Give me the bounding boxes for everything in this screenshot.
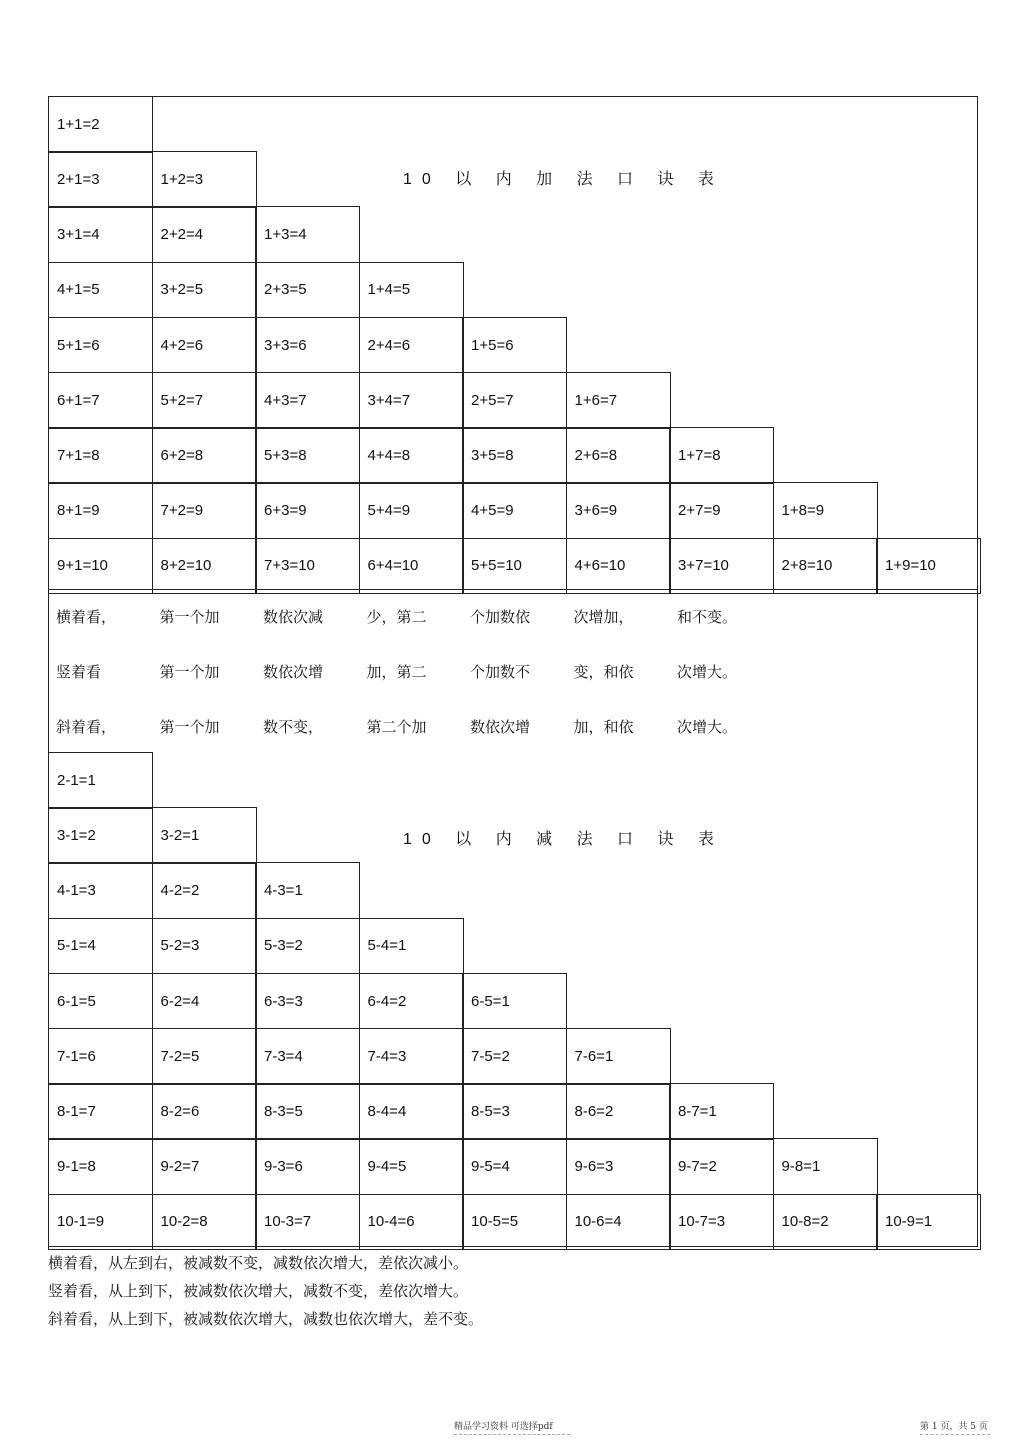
addition-note-fragment: 加，第二 [366,663,427,681]
addition-cell: 6+3=9 [255,482,360,539]
addition-cell: 1+4=5 [359,262,464,319]
addition-note-fragment: 次增大。 [677,718,738,736]
subtraction-cell: 8-5=3 [462,1083,567,1140]
addition-cell: 2+8=10 [773,538,878,595]
subtraction-cell: 8-3=5 [255,1083,360,1140]
addition-cell: 1+2=3 [152,151,257,208]
addition-cell: 4+5=9 [462,482,567,539]
addition-cell: 7+2=9 [152,482,257,539]
subtraction-cell: 9-8=1 [773,1138,878,1195]
subtraction-cell: 7-3=4 [255,1028,360,1085]
subtraction-cell: 8-7=1 [669,1083,774,1140]
addition-note-fragment: 次增大。 [677,663,738,681]
subtraction-cell: 6-4=2 [359,973,464,1030]
addition-cell: 3+3=6 [255,317,360,374]
footer-center-divider [454,1434,570,1435]
addition-cell: 1+1=2 [48,96,153,153]
addition-cell: 5+3=8 [255,427,360,484]
addition-cell: 2+2=4 [152,206,257,263]
subtraction-cell: 3-1=2 [48,807,153,864]
footer-right-divider [920,1434,990,1435]
subtraction-note-3: 斜着看，从上到下，被减数依次增大，减数也依次增大，差不变。 [48,1310,484,1328]
addition-cell: 1+7=8 [669,427,774,484]
subtraction-cell: 8-6=2 [566,1083,671,1140]
subtraction-cell: 6-5=1 [462,973,567,1030]
addition-note-fragment: 加，和依 [573,718,634,736]
addition-note-fragment: 横着看， [56,608,117,626]
subtraction-cell: 6-3=3 [255,973,360,1030]
subtraction-cell: 10-3=7 [255,1194,360,1251]
addition-note-fragment: 和不变。 [677,608,738,626]
addition-note-fragment: 个加数不 [470,663,531,681]
addition-cell: 9+1=10 [48,538,153,595]
subtraction-cell: 7-1=6 [48,1028,153,1085]
subtraction-note-1: 横着看，从左到右，被减数不变，减数依次增大，差依次减小。 [48,1254,469,1272]
subtraction-note-2: 竖着看，从上到下，被减数依次增大，减数不变，差依次增大。 [48,1282,469,1300]
addition-cell: 6+4=10 [359,538,464,595]
subtraction-cell: 5-4=1 [359,918,464,975]
subtraction-cell: 5-3=2 [255,918,360,975]
footer-center-text: 精品学习资料 可选择pdf [454,1422,553,1432]
addition-note-fragment: 次增加， [573,608,634,626]
addition-cell: 5+1=6 [48,317,153,374]
subtraction-cell: 8-2=6 [152,1083,257,1140]
addition-note-fragment: 少，第二 [366,608,427,626]
addition-table-title: 10 以 内 加 法 口 诀 表 [403,171,724,188]
addition-note-fragment: 第一个加 [159,663,220,681]
subtraction-cell: 5-1=4 [48,918,153,975]
subtraction-cell: 8-4=4 [359,1083,464,1140]
addition-cell: 2+1=3 [48,151,153,208]
subtraction-cell: 7-5=2 [462,1028,567,1085]
addition-cell: 4+4=8 [359,427,464,484]
addition-cell: 7+3=10 [255,538,360,595]
addition-cell: 3+5=8 [462,427,567,484]
subtraction-cell: 9-6=3 [566,1138,671,1195]
subtraction-cell: 9-1=8 [48,1138,153,1195]
addition-cell: 5+5=10 [462,538,567,595]
addition-cell: 1+6=7 [566,372,671,429]
addition-cell: 2+5=7 [462,372,567,429]
addition-cell: 2+7=9 [669,482,774,539]
subtraction-cell: 9-4=5 [359,1138,464,1195]
subtraction-cell: 10-6=4 [566,1194,671,1251]
subtraction-cell: 9-3=6 [255,1138,360,1195]
addition-cell: 3+6=9 [566,482,671,539]
subtraction-cell: 10-1=9 [48,1194,153,1251]
addition-cell: 4+6=10 [566,538,671,595]
subtraction-cell: 8-1=7 [48,1083,153,1140]
subtraction-cell: 4-3=1 [255,862,360,919]
subtraction-cell: 10-2=8 [152,1194,257,1251]
subtraction-cell: 9-2=7 [152,1138,257,1195]
addition-note-fragment: 第一个加 [159,718,220,736]
addition-cell: 3+7=10 [669,538,774,595]
addition-cell: 6+2=8 [152,427,257,484]
subtraction-cell: 7-6=1 [566,1028,671,1085]
subtraction-cell: 10-7=3 [669,1194,774,1251]
subtraction-cell: 2-1=1 [48,752,153,809]
subtraction-cell: 9-7=2 [669,1138,774,1195]
addition-cell: 8+1=9 [48,482,153,539]
addition-cell: 5+2=7 [152,372,257,429]
addition-cell: 4+2=6 [152,317,257,374]
subtraction-cell: 10-8=2 [773,1194,878,1251]
subtraction-cell: 6-1=5 [48,973,153,1030]
addition-cell: 4+3=7 [255,372,360,429]
addition-cell: 2+6=8 [566,427,671,484]
addition-cell: 2+4=6 [359,317,464,374]
addition-cell: 8+2=10 [152,538,257,595]
addition-cell: 5+4=9 [359,482,464,539]
addition-note-fragment: 数依次增 [263,663,324,681]
subtraction-cell: 10-4=6 [359,1194,464,1251]
addition-cell: 3+1=4 [48,206,153,263]
addition-cell: 7+1=8 [48,427,153,484]
subtraction-cell: 10-5=5 [462,1194,567,1251]
addition-note-fragment: 斜着看， [56,718,117,736]
subtraction-cell: 10-9=1 [876,1194,981,1251]
addition-note-fragment: 个加数依 [470,608,531,626]
addition-cell: 4+1=5 [48,262,153,319]
addition-cell: 2+3=5 [255,262,360,319]
addition-note-fragment: 数依次增 [470,718,531,736]
subtraction-cell: 9-5=4 [462,1138,567,1195]
addition-cell: 3+2=5 [152,262,257,319]
addition-note-fragment: 第二个加 [366,718,427,736]
addition-cell: 6+1=7 [48,372,153,429]
addition-note-fragment: 数不变， [263,718,324,736]
subtraction-cell: 5-2=3 [152,918,257,975]
addition-note-fragment: 数依次减 [263,608,324,626]
footer-page-number: 第 1 页，共 5 页 [920,1422,988,1432]
subtraction-cell: 3-2=1 [152,807,257,864]
subtraction-cell: 7-2=5 [152,1028,257,1085]
subtraction-cell: 6-2=4 [152,973,257,1030]
addition-cell: 1+9=10 [876,538,981,595]
subtraction-table-title: 10 以 内 减 法 口 诀 表 [403,831,724,848]
addition-cell: 1+3=4 [255,206,360,263]
addition-cell: 1+8=9 [773,482,878,539]
subtraction-cell: 7-4=3 [359,1028,464,1085]
addition-note-fragment: 第一个加 [159,608,220,626]
subtraction-cell: 4-2=2 [152,862,257,919]
addition-note-fragment: 竖着看 [56,663,102,681]
addition-note-fragment: 变，和依 [573,663,634,681]
subtraction-cell: 4-1=3 [48,862,153,919]
addition-cell: 1+5=6 [462,317,567,374]
addition-cell: 3+4=7 [359,372,464,429]
